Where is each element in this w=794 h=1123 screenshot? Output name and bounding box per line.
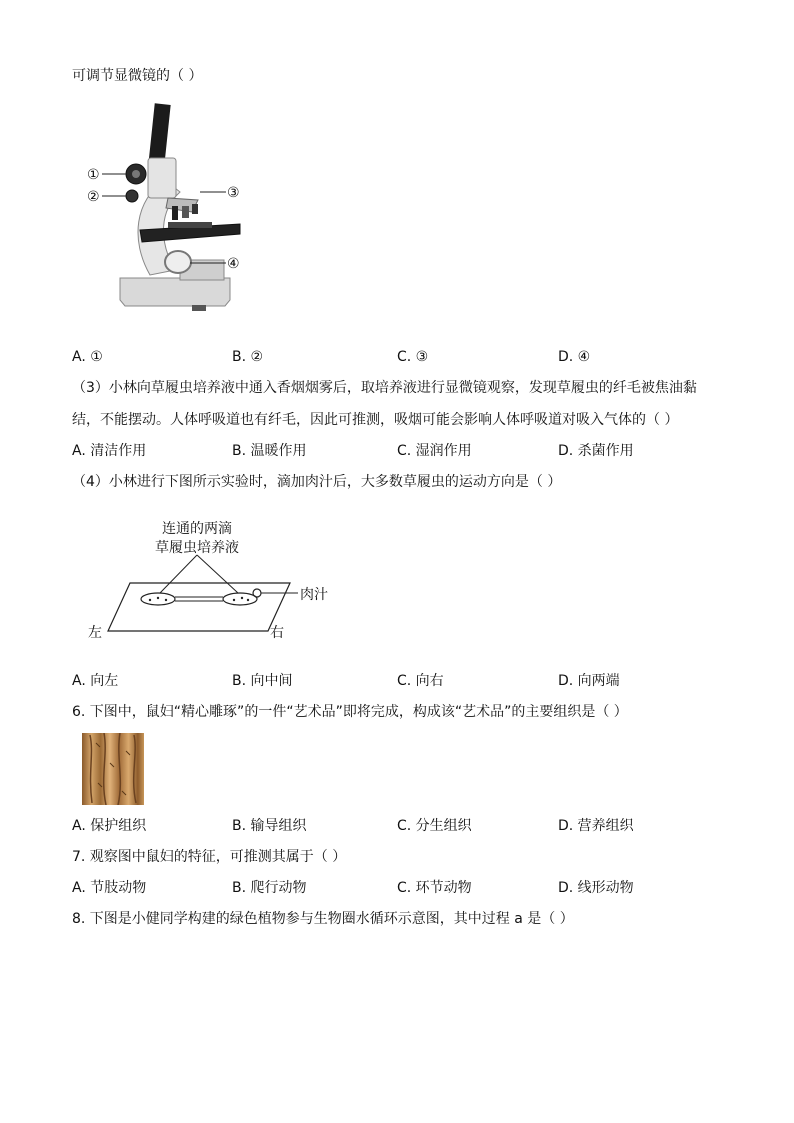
question-3-stem-line2: 结，不能摆动。人体呼吸道也有纤毛，因此可推测，吸烟可能会影响人体呼吸道对吸入气体的（ ）: [72, 412, 679, 428]
option-d[interactable]: D. 营养组织: [558, 818, 634, 834]
option-c[interactable]: C. 环节动物: [397, 880, 472, 896]
question-4-stem: （4）小林进行下图所示实验时，滴加肉汁后，大多数草履虫的运动方向是（ ）: [72, 474, 562, 490]
option-a[interactable]: A. 向左: [72, 673, 119, 689]
question-8-stem: 8. 下图是小健同学构建的绿色植物参与生物圈水循环示意图，其中过程 a 是（ ）: [72, 911, 574, 927]
drops-label-line2: 草履虫培养液: [155, 540, 239, 556]
option-c[interactable]: C. ③: [397, 349, 429, 365]
drops-label-line1: 连通的两滴: [162, 521, 232, 537]
microscope-figure: [80, 100, 260, 322]
callout-2: ②: [87, 189, 100, 205]
option-b[interactable]: B. 温暖作用: [232, 443, 307, 459]
option-d[interactable]: D. 杀菌作用: [558, 443, 634, 459]
option-d[interactable]: D. 线形动物: [558, 880, 634, 896]
option-d[interactable]: D. 向两端: [558, 673, 620, 689]
paramecium-experiment-diagram: [80, 515, 340, 645]
option-b[interactable]: B. 向中间: [232, 673, 293, 689]
option-c[interactable]: C. 湿润作用: [397, 443, 472, 459]
question-6-stem: 6. 下图中，鼠妇“精心雕琢”的一件“艺术品”即将完成，构成该“艺术品”的主要组织是（ ）: [72, 704, 628, 720]
option-b[interactable]: B. 爬行动物: [232, 880, 307, 896]
callout-3: ③: [227, 185, 240, 201]
option-d[interactable]: D. ④: [558, 349, 591, 365]
callout-4: ④: [227, 256, 240, 272]
option-a[interactable]: A. ①: [72, 349, 103, 365]
option-c[interactable]: C. 向右: [397, 673, 444, 689]
right-label: 右: [270, 625, 284, 641]
left-label: 左: [88, 625, 102, 641]
wood-carving-image: [82, 733, 144, 805]
question-stem-microscope: 可调节显微镜的（ ）: [72, 68, 203, 84]
option-b[interactable]: B. ②: [232, 349, 264, 365]
option-a[interactable]: A. 清洁作用: [72, 443, 147, 459]
question-3-stem-line1: （3）小林向草履虫培养液中通入香烟烟雾后，取培养液进行显微镜观察，发现草履虫的纤毛被焦油黏: [72, 380, 697, 396]
question-7-stem: 7. 观察图中鼠妇的特征，可推测其属于（ ）: [72, 849, 347, 865]
meat-juice-label: 肉汁: [300, 587, 328, 603]
option-a[interactable]: A. 保护组织: [72, 818, 147, 834]
callout-1: ①: [87, 167, 100, 183]
option-b[interactable]: B. 输导组织: [232, 818, 307, 834]
option-c[interactable]: C. 分生组织: [397, 818, 472, 834]
option-a[interactable]: A. 节肢动物: [72, 880, 147, 896]
